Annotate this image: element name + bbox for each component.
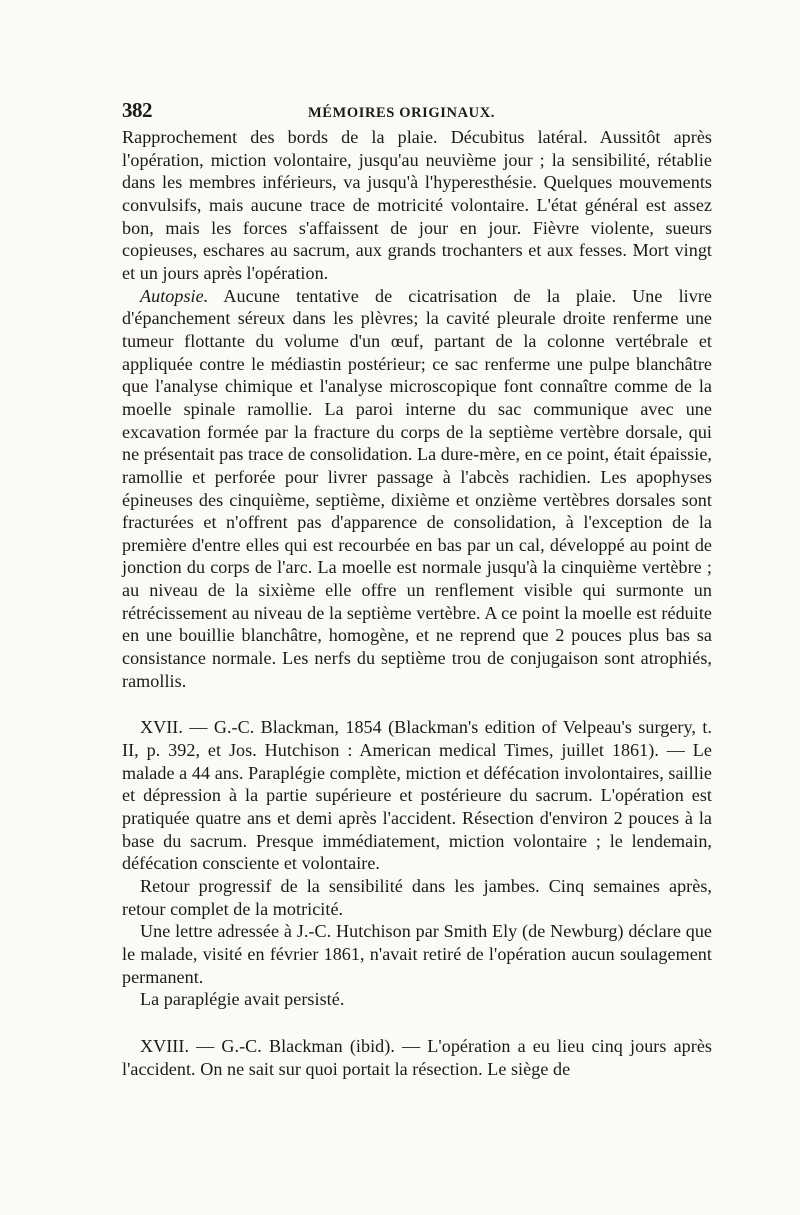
page-number: 382 (122, 98, 152, 122)
paragraph-case-xviii (122, 1035, 712, 1080)
body-text (122, 126, 712, 1080)
paragraph-text: La paraplégie avait persisté. (140, 989, 345, 1010)
paragraph-text: XVIII. — G.-C. Blackman (ibid). — L'opération a eu lieu cinq jours après l'accident. On ne sait sur quoi portait la résection. Le siège de (122, 1035, 712, 1079)
paragraph-text: Une lettre adressée à J.-C. Hutchison par Smith Ely (de Newburg) déclare que le malade, visité en février 1861, n'avait retiré de l'opération aucun soulagement permanent. (122, 921, 712, 987)
paragraph-case-xvii (122, 716, 712, 875)
running-title: MÉMOIRES ORIGINAUX. (308, 105, 496, 121)
paragraph-autopsie (122, 285, 712, 693)
paragraph-sensibilite (122, 875, 712, 920)
paragraph-text: Rapprochement des bords de la plaie. Décubitus latéral. Aussitôt après l'opération, miction volontaire, jusqu'au neuvième jour ; la sensibilité, rétablie dans les membres inférieurs, va jusqu'à l'hyperesthésie. Quelques mouvements convulsifs, mais aucune trace de motricité volontaire. L'état général est assez bon, mais les forces s'affaissent de jour en jour. Fièvre violente, sueurs copieuses, eschares au sacrum, aux grands trochanters et aux fesses. Mort vingt et un jours après l'opération. (122, 127, 712, 283)
paragraph-text: Aucune tentative de cicatrisation de la plaie. Une livre d'épanchement séreux dans les plèvres; la cavité pleurale droite renferme une tumeur flottante du volume d'un œuf, partant de la colonne vertébrale et appliquée contre le médiastin postérieur; ce sac renferme une pulpe blanchâtre que l'analyse chimique et l'analyse microscopique font connaître comme de la moelle spinale ramollie. La paroi interne du sac communique avec une excavation formée par la fracture du corps de la septième vertèbre dorsale, qui ne présentait pas trace de consolidation. La dure-mère, en ce point, était épaissie, ramollie et perforée pour livrer passage à l'abcès rachidien. Les apophyses épineuses des cinquième, septième, dixième et onzième vertèbres dorsales sont fracturées et n'offrent pas d'apparence de consolidation, à l'exception de la première d'entre elles qui est recourbée en bas par un cal, développé au point de jonction du corps de l'arc. La moelle est normale jusqu'à la cinquième vertèbre ; au niveau de la sixième elle offre un renflement visible qui surmonte un rétrécissement au niveau de la septième vertèbre. A ce point la moelle est réduite en une bouillie blanchâtre, homogène, et ne reprend que 2 pouces plus bas sa consistance normale. Les nerfs du septième trou de conjugaison sont atrophiés, ramollis. (122, 285, 712, 691)
paragraph-continuation (122, 126, 712, 285)
paragraph-text: Retour progressif de la sensibilité dans les jambes. Cinq semaines après, retour complet de la motricité. (122, 876, 712, 919)
running-header (122, 98, 712, 124)
paragraph-text: XVII. — G.-C. Blackman, 1854 (Blackman's edition of Velpeau's surgery, t. II, p. 392, et Jos. Hutchison : American medical Times, juillet 1861). — Le malade a 44 ans. Paraplégie complète, miction et défécation involontaires, saillie et dépression à la partie supérieure et postérieure du sacrum. L'opération est pratiquée quatre ans et demi après l'accident. Résection d'environ 2 pouces à la base du sacrum. Presque immédiatement, miction volontaire ; le lendemain, défécation consciente et volontaire. (122, 717, 712, 874)
paragraph-lead: Autopsie. (140, 285, 209, 306)
paragraph-paraplegie (122, 988, 712, 1011)
paragraph-lettre (122, 920, 712, 988)
